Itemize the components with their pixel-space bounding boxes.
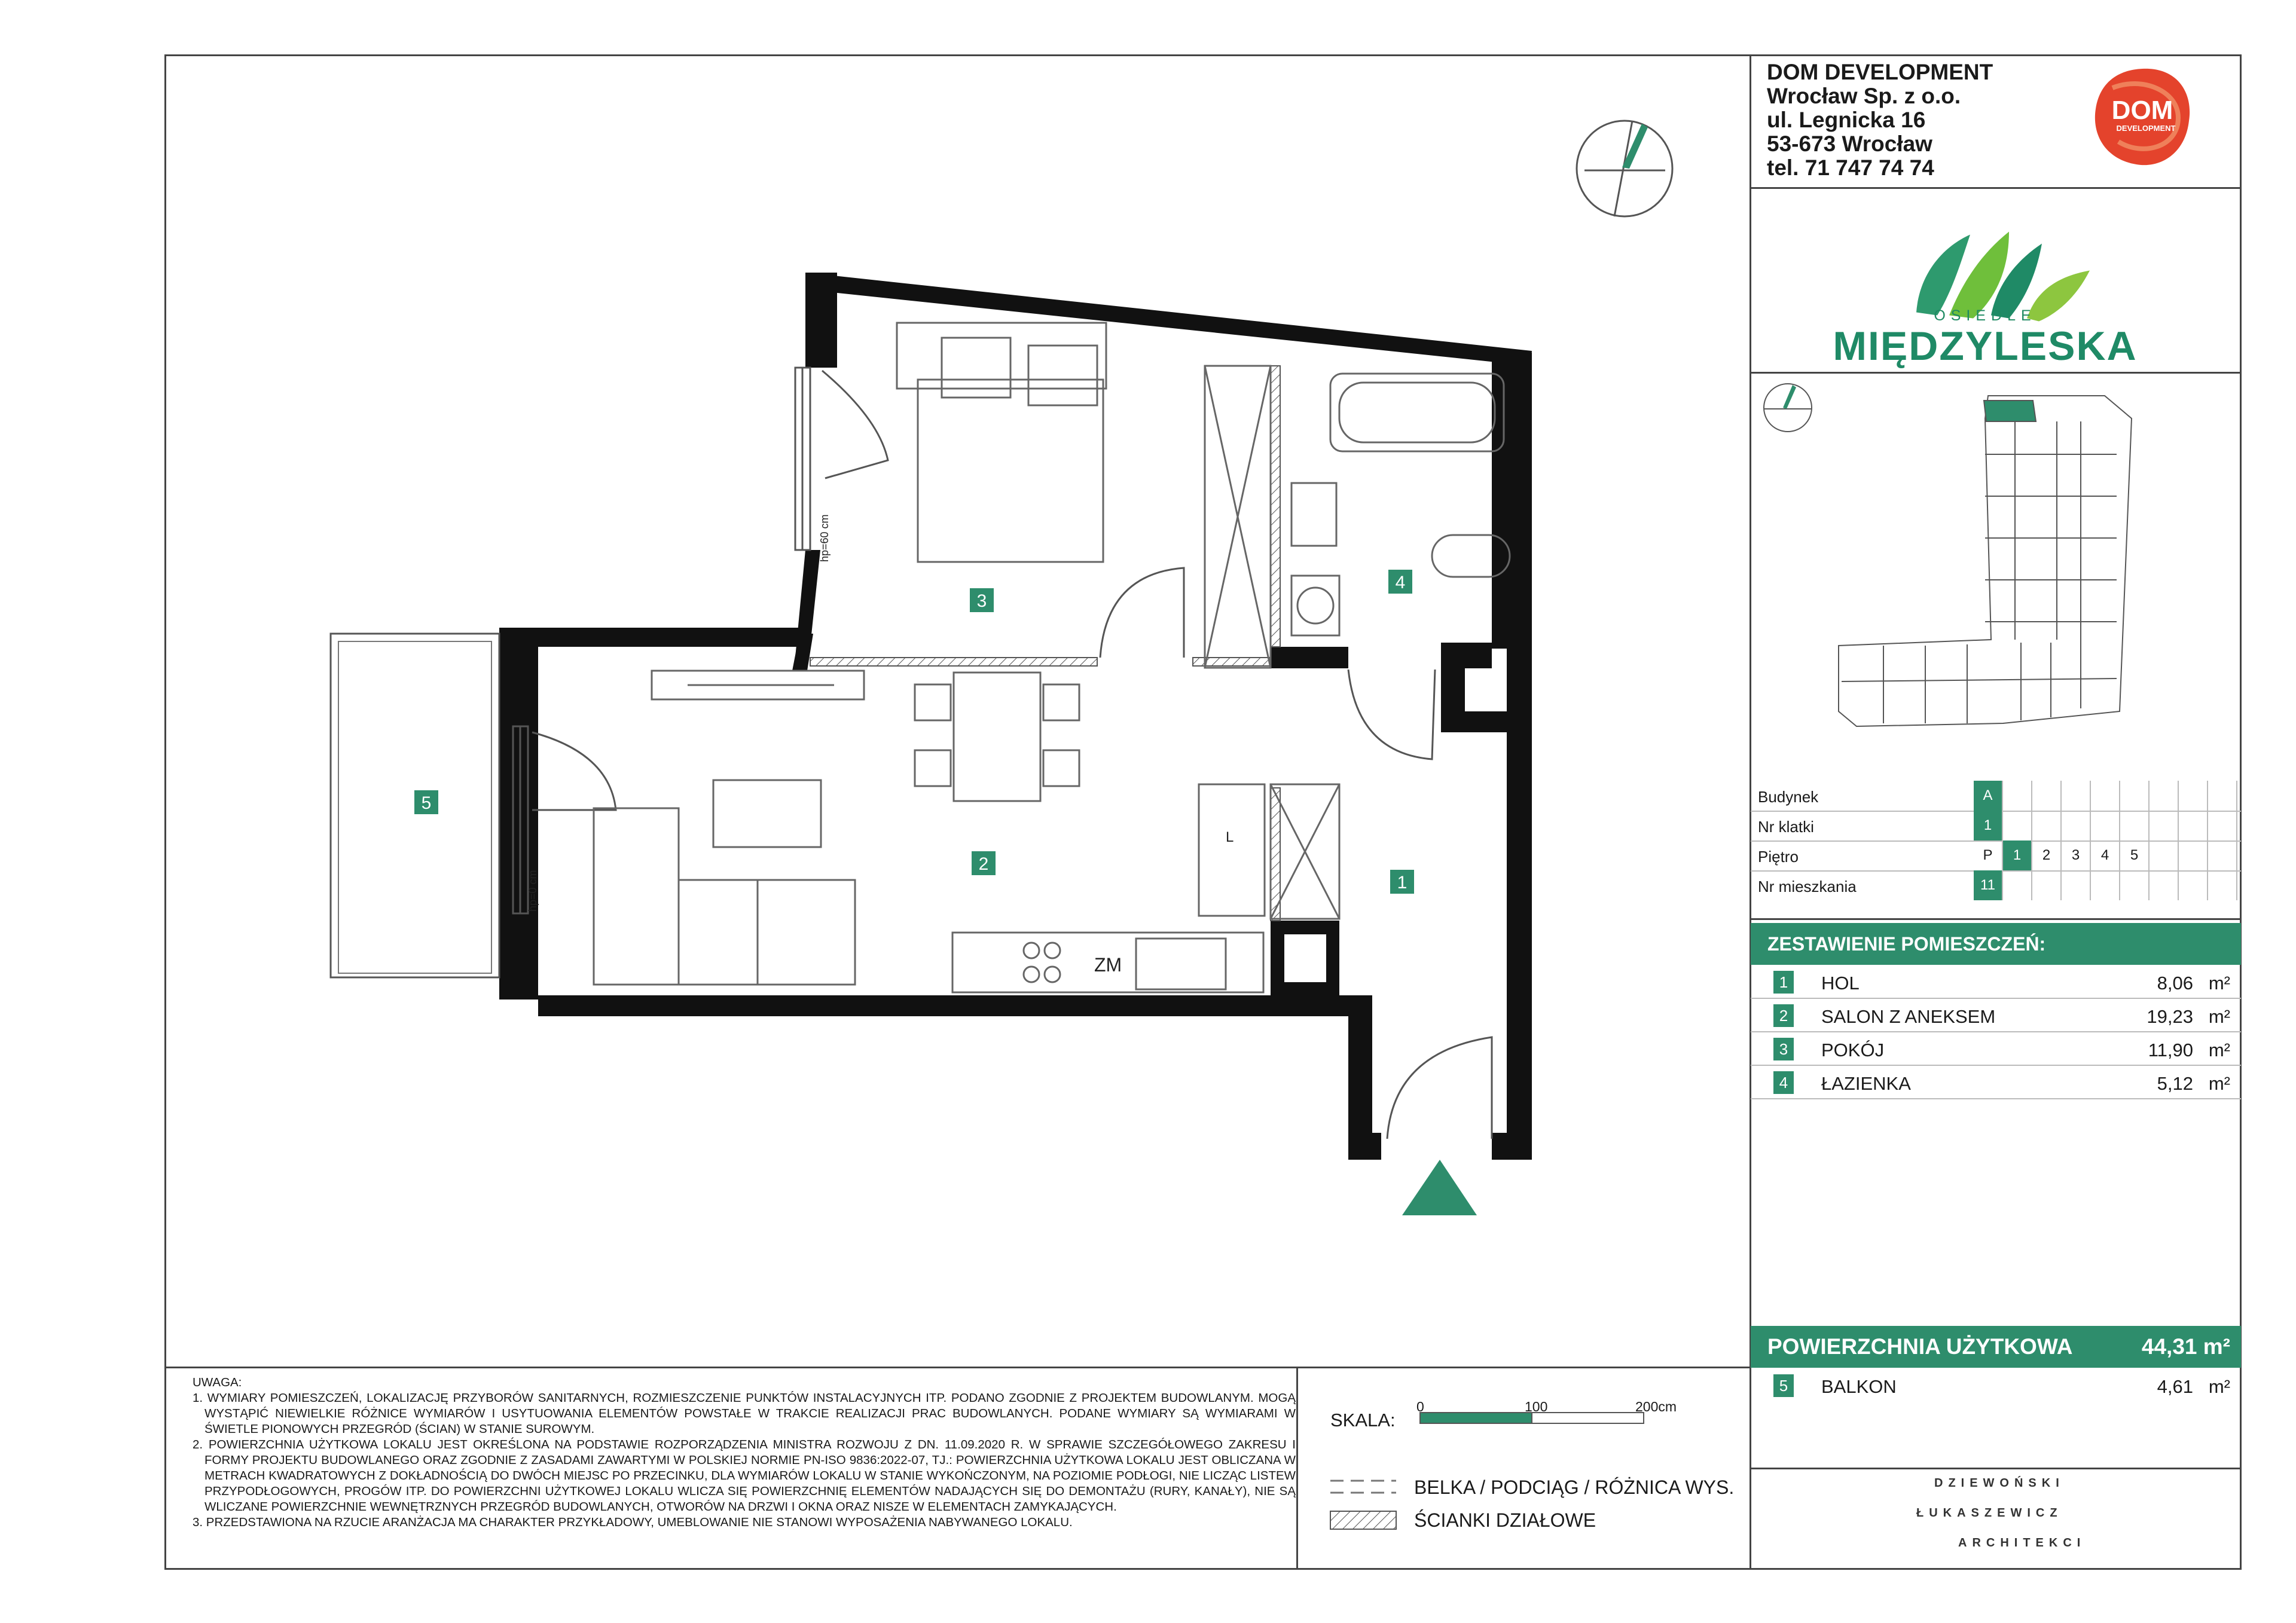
scale-tick-200: 200cm	[1635, 1399, 1677, 1414]
svg-text:4: 4	[1395, 573, 1406, 592]
stair-value: 1	[1974, 811, 2003, 840]
scale-label: SKALA:	[1330, 1410, 1396, 1431]
floor-cell: 5	[2120, 840, 2150, 870]
empty-cell	[2120, 870, 2150, 900]
svg-text:5: 5	[421, 793, 432, 813]
room-name: SALON Z ANEKSEM	[1821, 1006, 1996, 1027]
empty-cell	[2062, 811, 2091, 840]
svg-text:2: 2	[978, 854, 989, 874]
empty-cell	[2003, 811, 2032, 840]
room-area	[2148, 1040, 2230, 1061]
room-row-4	[1751, 1066, 2241, 1099]
empty-cell	[2208, 811, 2237, 840]
empty-cell	[2208, 870, 2237, 900]
apartment-row	[1751, 870, 2241, 900]
empty-cell	[2091, 811, 2120, 840]
empty-cell	[2062, 781, 2091, 811]
room-area	[2157, 1073, 2230, 1095]
svg-text:1: 1	[1397, 873, 1407, 893]
floor-cell: 4	[2091, 840, 2120, 870]
stair-label: Nr klatki	[1758, 818, 1814, 836]
legend-beam: BELKA / PODCIĄG / RÓŻNICA WYS.	[1414, 1477, 1735, 1498]
legend-partition: ŚCIANKI DZIAŁOWE	[1414, 1509, 1596, 1531]
empty-cell	[2208, 781, 2237, 811]
floor-cell: 2	[2032, 840, 2062, 870]
empty-cell	[2091, 870, 2120, 900]
usable-area-value	[2142, 1326, 2230, 1368]
usable-area-number: 44,31	[2141, 1334, 2197, 1359]
room-area-value: 5,12	[2157, 1073, 2193, 1094]
scale-tick-0: 0	[1416, 1399, 1424, 1414]
svg-text:DOM: DOM	[2111, 96, 2173, 125]
balcony-area-unit: m²	[2208, 1376, 2230, 1397]
empty-cell	[2120, 781, 2150, 811]
notes-title: UWAGA:	[193, 1376, 242, 1389]
room-number: 1	[1773, 971, 1794, 994]
empty-cell	[2150, 781, 2179, 811]
note-1: 1. WYMIARY POMIESZCZEŃ, LOKALIZACJĘ PRZYBORÓW SANITARNYCH, ROZMIESZCZENIE PUNKTÓW INSTALACYJNYCH ITP. PODANO ZGODNIE Z PROJEKTEM BUDOWLANYM. MOGĄ WYSTĄPIĆ NIEWIELKIE RÓŻNICE WYMIARÓW I USYTUOWANIA ELEMENTÓW POWSTAŁE W TRAKCIE REALIZACJI PRAC BUDOWLANYCH. PODANE WYMIARY SĄ WYMIARAMI W ŚWIETLE PIONOWYCH PRZEGRÓD (ŚCIAN) W STANIE SUROWYM.	[193, 1391, 1296, 1436]
building-value: A	[1974, 781, 2003, 811]
notes	[193, 1375, 1296, 1530]
room-label-4	[1388, 570, 1412, 594]
floor-label: Piętro	[1758, 848, 1799, 866]
floor-cell-selected: 1	[2003, 840, 2032, 870]
stair-row	[1751, 811, 2241, 842]
empty-cell	[2150, 811, 2179, 840]
company-line2: Wrocław Sp. z o.o.	[1767, 84, 1961, 108]
apartment-value: 11	[1974, 870, 2003, 900]
room-name: ŁAZIENKA	[1821, 1073, 1911, 1094]
room-area-unit: m²	[2208, 1006, 2230, 1027]
empty-cell	[2091, 781, 2120, 811]
estate-name-big: MIĘDZYLESKA	[1833, 323, 2138, 369]
architect-line3: ARCHITEKCI	[1958, 1536, 2086, 1549]
room-area-value: 19,23	[2147, 1006, 2193, 1027]
sill-label-bedroom: hp=60 cm	[819, 514, 831, 562]
empty-cell	[2179, 840, 2208, 870]
empty-cell	[2032, 811, 2062, 840]
room-area-unit: m²	[2208, 1073, 2230, 1094]
empty-cell	[2150, 840, 2179, 870]
empty-cell	[2032, 870, 2062, 900]
balcony-name: BALKON	[1821, 1376, 1897, 1397]
company-phone: tel. 71 747 74 74	[1767, 155, 1934, 180]
building-label: Budynek	[1758, 788, 1819, 806]
room-row-2	[1751, 999, 2241, 1032]
empty-cell	[2179, 781, 2208, 811]
usable-area-label: POWIERZCHNIA UŻYTKOWA	[1767, 1334, 2073, 1359]
empty-cell	[2003, 870, 2032, 900]
room-area-value: 11,90	[2148, 1040, 2193, 1060]
room-area	[2147, 1006, 2230, 1028]
room-area-value: 8,06	[2157, 973, 2193, 994]
usable-area-unit: m²	[2203, 1334, 2230, 1359]
zm-label: ZM	[1094, 954, 1122, 976]
room-name: POKÓJ	[1821, 1040, 1885, 1060]
room-label-2	[972, 851, 996, 875]
room-area-unit: m²	[2208, 1040, 2230, 1060]
mini-compass-icon	[1764, 384, 1812, 432]
room-number: 4	[1773, 1071, 1794, 1094]
empty-cell	[2120, 811, 2150, 840]
estate-name-small: OSIEDLE	[1934, 307, 2037, 324]
architect-logo	[1904, 1477, 2084, 1557]
dom-development-logo	[2089, 64, 2196, 172]
empty-cell	[2179, 811, 2208, 840]
balcony-area-value: 4,61	[2157, 1376, 2193, 1397]
compass-icon	[1577, 121, 1672, 216]
room-name: HOL	[1821, 973, 1860, 994]
architect-line1: DZIEWOŃSKI	[1934, 1477, 2065, 1490]
empty-cell	[2062, 870, 2091, 900]
empty-cell	[2032, 781, 2062, 811]
empty-cell	[2003, 781, 2032, 811]
balcony-number: 5	[1773, 1374, 1794, 1397]
svg-text:DEVELOPMENT: DEVELOPMENT	[2116, 124, 2176, 133]
company-address	[1767, 60, 1993, 180]
company-street: ul. Legnicka 16	[1767, 108, 1926, 132]
building-row	[1751, 781, 2241, 812]
balcony-row	[1751, 1369, 2241, 1402]
room-area-unit: m²	[2208, 973, 2230, 994]
room-label-1	[1390, 870, 1414, 894]
building-keyplan	[1839, 396, 2132, 726]
room-label-5	[414, 790, 438, 814]
company-city: 53-673 Wrocław	[1767, 132, 1932, 156]
room-number: 2	[1773, 1004, 1794, 1027]
room-row-1	[1751, 965, 2241, 999]
l-label: L	[1226, 829, 1234, 845]
room-label-3	[970, 588, 994, 612]
company-name: DOM DEVELOPMENT	[1767, 60, 1993, 84]
plan-walls	[499, 273, 1532, 1160]
room-area	[2157, 973, 2230, 994]
svg-text:3: 3	[976, 591, 987, 611]
balcony-area	[2157, 1376, 2230, 1398]
note-2: 2. POWIERZCHNIA UŻYTKOWA LOKALU JEST OKREŚLONA NA PODSTAWIE ROZPORZĄDZENIA MINISTRA ROZWOJU Z DN. 11.09.2020 R. W SPRAWIE SZCZEGÓŁOWEGO ZAKRESU I FORMY PROJEKTU BUDOWLANEGO ORAZ ZGODNIE Z ZASADAMI ZAWARTYMI W POLSKIEJ NORMIE PN-ISO 9836:2022-07, TJ.: POWIERZCHNIA UŻYTKOWA LOKALU JEST OBLICZANA W METRACH KWADRATOWYCH Z DOKŁADNOŚCIĄ DO DWÓCH MIEJSC PO PRZECINKU, DLA WYMIARÓW LOKALU W STANIE WYKOŃCZONYM, NA POZIOMIE PODŁOGI, NIE LICZĄC LISTEW PRZYPODŁOGOWYCH, PROGÓW ITP. DO POWIERZCHNI UŻYTKOWEJ LOKALU WLICZA SIĘ POWIERZCHNIĘ ELEMENTÓW NADAJĄCYCH SIĘ DO DEMONTAŻU (RURY, KANAŁY), NIE SĄ WLICZANE POWIERZCHNIE WEWNĘTRZNYCH PRZEGRÓD BUDOWLANYCH, OTWORÓW NA DRZWI I OKNA ORAZ NISZE W ELEMENTACH ZAMYKAJĄCYCH.	[193, 1438, 1296, 1514]
floor-row	[1751, 840, 2241, 872]
usable-area-bar	[1751, 1326, 2241, 1368]
empty-cell	[2179, 870, 2208, 900]
legend-icons	[1330, 1481, 1396, 1529]
room-row-3	[1751, 1032, 2241, 1066]
empty-cell	[2150, 870, 2179, 900]
floor-cell: P	[1974, 840, 2003, 870]
room-number: 3	[1773, 1038, 1794, 1060]
rooms-header: ZESTAWIENIE POMIESZCZEŃ:	[1751, 923, 2241, 965]
apartment-label: Nr mieszkania	[1758, 878, 1857, 895]
sill-label-balcony: hp=0 cm	[527, 870, 539, 912]
note-3: 3. PRZEDSTAWIONA NA RZUCIE ARANŻACJA MA CHARAKTER PRZYKŁADOWY, UMEBLOWANIE NIE STANOWI WYPOSAŻENIA NABYWANEGO LOKALU.	[193, 1515, 1073, 1529]
entrance-arrow-icon	[1402, 1160, 1477, 1215]
doors-windows	[513, 368, 1492, 1139]
floor-cell: 3	[2062, 840, 2091, 870]
empty-cell	[2208, 840, 2237, 870]
architect-line2: ŁUKASZEWICZ	[1916, 1506, 2063, 1520]
scale-tick-100: 100	[1525, 1399, 1548, 1414]
